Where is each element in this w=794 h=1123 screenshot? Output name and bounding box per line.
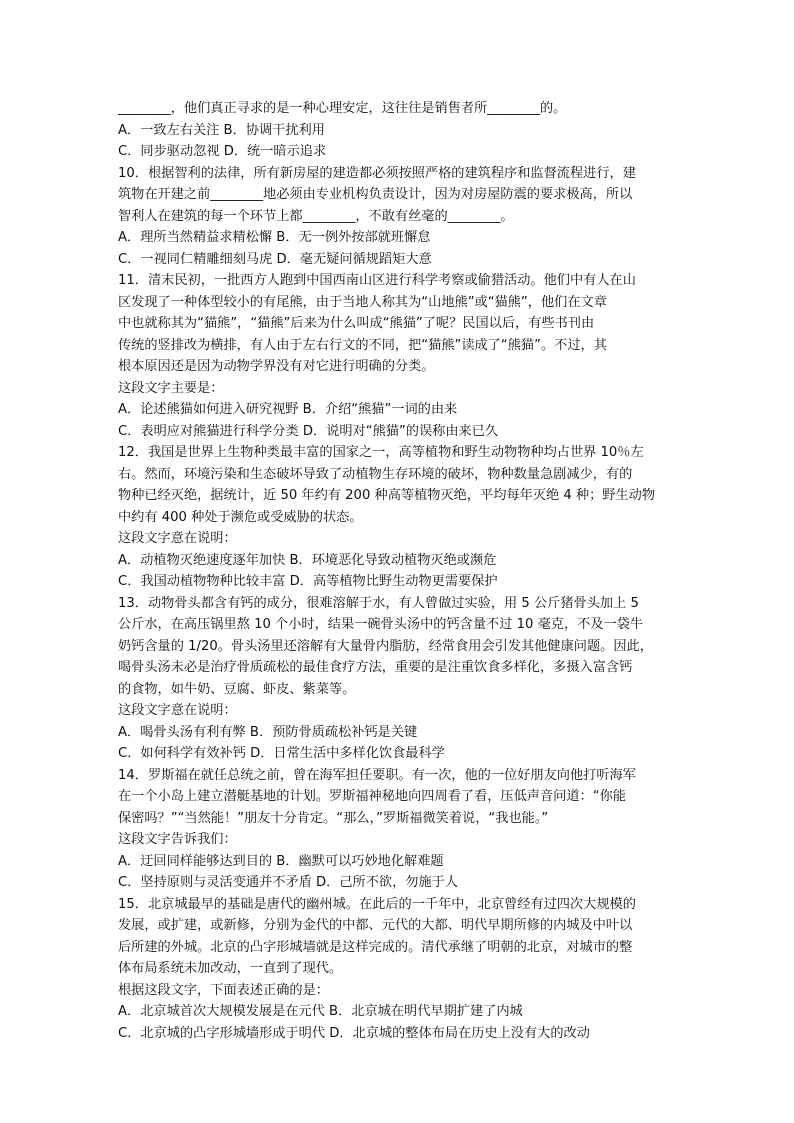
text-line: 公斤水，在高压锅里熬 10 个小时，结果一碗骨头汤中的钙含量不过 10 毫克，不及一袋牛: [118, 617, 644, 632]
question-prompt: 这段文字意在说明：: [118, 703, 237, 718]
question-10-text: 10．根据智利的法律，所有新房屋的建造都必须按照严格的建筑程序和监督流程进行，建: [118, 165, 636, 181]
text-line: 奶钙含量的 1/20。骨头汤里还溶解有大量骨内脂肪，经常食用会引发其他健康问题。因此，: [118, 638, 653, 654]
text-line: 根本原因还是因为动物学界没有对它进行明确的分类。: [118, 359, 435, 374]
text-line: 物种已经灭绝，据统计，近 50 年约有 200 种高等植物灭绝，平均每年灭绝 4 种；野生动物: [118, 488, 656, 503]
option-line: A．动植物灭绝速度逐年加快 B．环境恶化导致动植物灭绝或濒危: [118, 552, 497, 568]
text-line: 喝骨头汤未必是治疗骨质疏松的最佳食疗方法，重要的是注重饮食多样化，多摄入富含钙: [118, 660, 633, 675]
text-line: 在一个小岛上建立潜艇基地的计划。罗斯福神秘地向四周看了看，压低声音问道：“你能: [118, 789, 626, 804]
option-line: C．北京城的凸字形城墙形成于明代 D．北京城的整体布局在历史上没有大的改动: [118, 1025, 590, 1041]
text-line: 的食物，如牛奶、豆腐、虾皮、紫菜等。: [118, 681, 356, 697]
text-line: 筑物在开建之前________地必须由专业机构负责设计，因为对房屋防震的要求极高，所以: [118, 187, 633, 202]
question-11-text: 11．清末民初，一批西方人跑到中国西南山区进行科学考察或偷猎活动。他们中有人在山: [118, 273, 636, 288]
option-line: A．一致左右关注 B．协调干扰利用: [118, 122, 325, 138]
text-line: 传统的竖排改为横排，有人由于左右行文的不同，把“猫熊”读成了“熊猫”。不过，其: [118, 337, 607, 353]
question-13-text: 13．动物骨头都含有钙的成分，很难溶解于水，有人曾做过实验，用 5 公斤猪骨头加上 5: [118, 595, 639, 611]
text-line: 区发现了一种体型较小的有尾熊，由于当地人称其为“山地熊”或“猫熊”，他们在文章: [118, 294, 607, 310]
text-line: 右。然而，环境污染和生态破坏导致了动植物生存环境的破坏，物种数量急剧减少，有的: [118, 466, 633, 482]
option-line: A．喝骨头汤有利有弊 B．预防骨质疏松补钙是关键: [118, 724, 418, 740]
question-14-text: 14．罗斯福在就任总统之前，曾在海军担任要职。有一次，他的一位好朋友向他打听海军: [118, 767, 636, 783]
option-line: A．论述熊猫如何进入研究视野 B．介绍“熊猫”一词的由来: [118, 402, 458, 417]
text-line: 发展，或扩建，或新修，分别为金代的中都、元代的大都、明代早期所修的内城及中叶以: [118, 918, 633, 933]
question-prompt: 这段文字意在说明：: [118, 531, 237, 546]
option-line: C．我国动植物物种比较丰富 D．高等植物比野生动物更需要保护: [118, 574, 498, 589]
question-15-text: 15．北京城最早的基础是唐代的幽州城。在此后的一千年中，北京曾经有过四次大规模的: [118, 896, 636, 912]
question-12-text: 12．我国是世界上生物种类最丰富的国家之一，高等植物和野生动物物种均占世界 10％左: [118, 445, 644, 460]
option-line: C．坚持原则与灵活变通并不矛盾 D．己所不欲，勿施于人: [118, 875, 459, 890]
option-line: C．一视同仁精雕细刻马虎 D．毫无疑问循规蹈矩大意: [118, 251, 432, 267]
question-prompt: 这段文字主要是：: [118, 380, 224, 396]
text-line: 后所建的外城。北京的凸字形城墙就是这样完成的。清代承继了明朝的北京，对城市的整: [118, 939, 633, 955]
text-line: 智利人在建筑的每一个环节上都________，不敢有丝毫的________。: [118, 208, 514, 224]
option-line: C．同步驱动忽视 D．统一暗示追求: [118, 144, 327, 159]
text-line: ________，他们真正寻求的是一种心理安定，这往往是销售者所________的。: [118, 101, 567, 116]
document-page: [118, 98, 684, 1044]
option-line: A．迂回同样能够达到目的 B．幽默可以巧妙地化解难题: [118, 853, 444, 869]
question-prompt: 根据这段文字，下面表述正确的是：: [118, 982, 329, 998]
option-line: A．理所当然精益求精松懈 B．无一例外按部就班懈怠: [118, 230, 431, 245]
option-line: C．如何科学有效补钙 D．日常生活中多样化饮食最科学: [118, 746, 445, 761]
option-line: A．北京城首次大规模发展是在元代 B．北京城在明代早期扩建了内城: [118, 1004, 523, 1019]
text-line: 中约有 400 种处于濒危或受威胁的状态。: [118, 509, 363, 525]
text-line: 体布局系统未加改动，一直到了现代。: [118, 961, 343, 976]
option-line: C．表明应对熊猫进行科学分类 D．说明对“熊猫”的误称由来已久: [118, 423, 499, 439]
text-line: 中也就称其为“猫熊”，“猫熊”后来为什么叫成“熊猫”了呢？民国以后，有些书刊由: [118, 316, 595, 331]
text-line: 保密吗？”“当然能！”朋友十分肯定。“那么，”罗斯福微笑着说，“我也能。”: [118, 810, 549, 826]
question-prompt: 这段文字告诉我们：: [118, 832, 237, 847]
